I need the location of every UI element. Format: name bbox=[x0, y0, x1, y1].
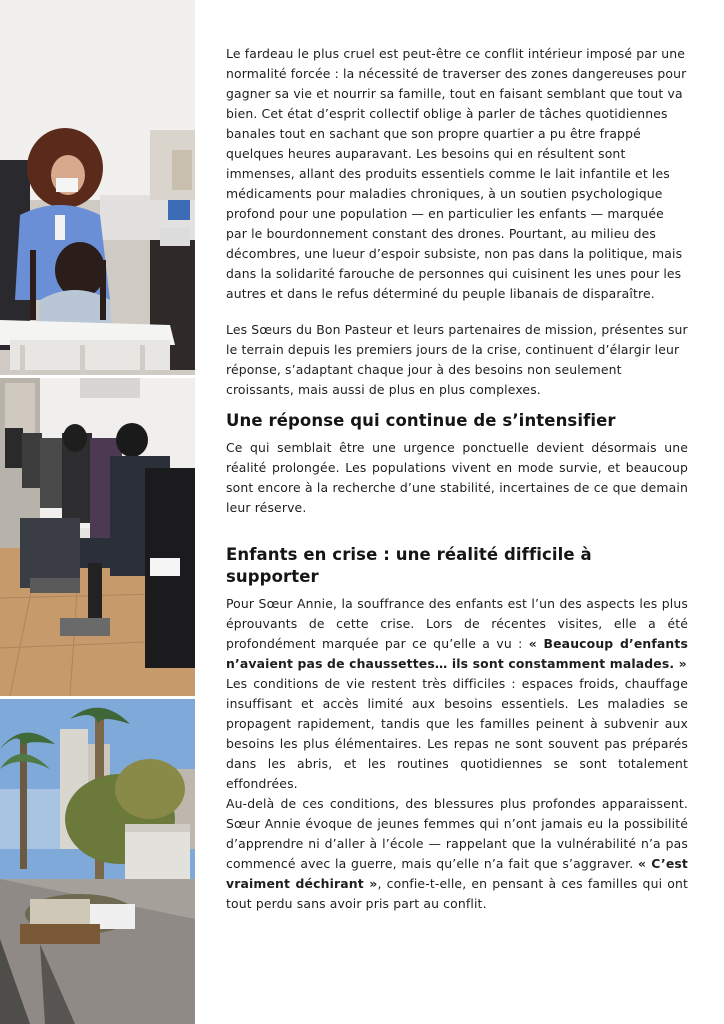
quote-chaussettes: « Beaucoup d’enfants n’avaient pas de chaussettes… ils sont constamment malades. » bbox=[226, 636, 688, 671]
paragraph-soeur-annie-text: Pour Sœur Annie, la souffrance des enfants est l’un des aspects les plus éprouvants de cette crise. Lors de récentes visites, elle a été profondément marquée par ce qu’elle a vu : bbox=[226, 596, 688, 651]
paragraph-conditions: Les conditions de vie restent très difficiles : espaces froids, chauffage insuffisant et accès limité aux besoins essentiels. Les maladies se propagent rapidement, tandis que les familles peinent à subvenir aux besoins les plus élémentaires. Les repas ne sont souvent pas préparés dans les abris, et les routines quotidiennes se sont totalement effondrées. bbox=[226, 676, 688, 791]
paragraph-blessures-end: , confie-t-elle, en pensant à ces familles qui ont tout perdu sans avoir pris part au conflit. bbox=[226, 876, 689, 911]
paragraph-urgence: Ce qui semblait être une urgence ponctuelle devient désormais une réalité prolongée. Les populations vivent en mode survie, et beaucoup sont encore à la recherche d’une stabilité, incertaines de ce que demain leur réserve. bbox=[226, 440, 688, 515]
paragraph-soeurs: Les Sœurs du Bon Pasteur et leurs partenaires de mission, présentes sur le terrain depuis les premiers jours de la crise, continuent d’élargir leur réponse, s’adaptant chaque jour à des besoins non seulement croissants, mais aussi de plus en plus complexes. bbox=[226, 322, 688, 397]
photo-waiting-corridor bbox=[0, 378, 195, 696]
paragraph-blessures bbox=[226, 794, 688, 914]
article-body bbox=[226, 44, 688, 914]
quote-dechirant: « C’est vraiment déchirant » bbox=[226, 856, 688, 891]
paragraph-blessures-text: Au-delà de ces conditions, des blessures plus profondes apparaissent. Sœur Annie évoque de jeunes femmes qui n’ont jamais eu la possibilité d’apprendre ni d’aller à l’école — rappelant que la vulnérabilité n’a pas commencé avec la guerre, mais qu’elle n’a fait que s’aggraver. bbox=[226, 796, 688, 871]
heading-reponse: Une réponse qui continue de s’intensifier bbox=[226, 411, 616, 430]
heading-enfants: Enfants en crise : une réalité difficile à supporter bbox=[226, 545, 592, 586]
paragraph-fardeau: Le fardeau le plus cruel est peut-être ce conflit intérieur imposé par une normalité forcée : la nécessité de traverser des zones dangereuses pour gagner sa vie et nourrir sa famille, tout en faisant semblant que tout va bien. Cet état d’esprit collectif oblige à parler de tâches quotidiennes banales tout en sachant que son propre quartier a pu être frappé quelques heures auparavant. Les besoins qui en résultent sont immenses, allant des produits essentiels comme le lait infantile et les médicaments pour maladies chroniques, à un soutien psychologique profond pour une population — en particulier les enfants — marquée par le bourdonnement constant des drones. Pourtant, au milieu des décombres, une lueur d’espoir subsiste, non pas dans la politique, mais dans la solidarité farouche de personnes qui cuisinent les unes pour les autres et dans le refus déterminé du peuple libanais de disparaître. bbox=[226, 46, 687, 301]
photo-column bbox=[0, 0, 195, 1024]
paragraph-soeur-annie bbox=[226, 594, 688, 674]
photo-medical-exam bbox=[0, 0, 195, 375]
photo-street-shelter bbox=[0, 699, 195, 1024]
